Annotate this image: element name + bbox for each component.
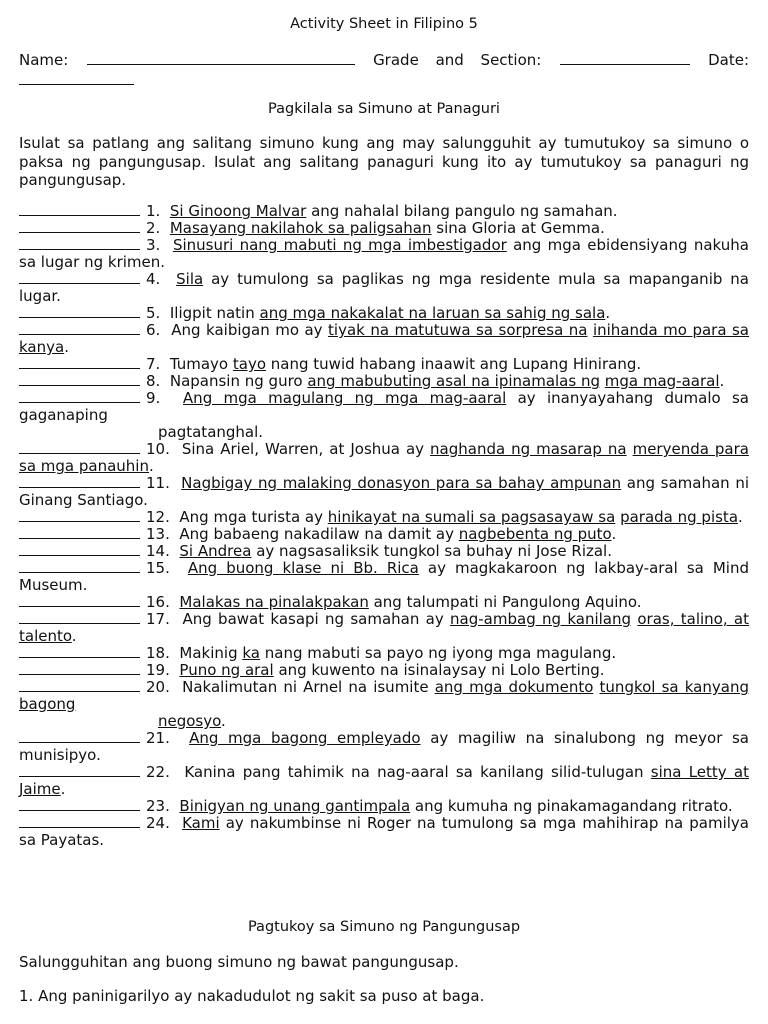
underlined-phrase: nag-ambag ng kanilang bbox=[450, 610, 632, 628]
item-number: 5. bbox=[146, 304, 170, 322]
underlined-phrase: ka bbox=[242, 644, 260, 662]
item-number: 7. bbox=[146, 355, 170, 373]
answer-blank[interactable] bbox=[19, 220, 140, 233]
item-text: ang samahan ni Ginang Santiago. bbox=[19, 474, 750, 509]
underlined-phrase: tiyak na matutuwa sa sorpresa na bbox=[328, 321, 588, 339]
item-text: Nakalimutan ni Arnel na isumite bbox=[182, 678, 435, 696]
underlined-phrase: negosyo bbox=[158, 712, 222, 730]
underlined-phrase: tungkol sa kanyang bagong bbox=[19, 678, 749, 713]
item-number: 16. bbox=[146, 593, 180, 611]
item-22 bbox=[19, 764, 749, 798]
answer-blank[interactable] bbox=[19, 764, 140, 777]
item-16 bbox=[19, 594, 749, 611]
item-text: . bbox=[605, 304, 611, 322]
item-number: 9. bbox=[146, 389, 183, 407]
date-blank[interactable] bbox=[19, 70, 134, 85]
item-text: sina Gloria at Gemma. bbox=[431, 219, 605, 237]
item-14 bbox=[19, 543, 749, 560]
answer-blank[interactable] bbox=[19, 475, 140, 488]
item-11 bbox=[19, 475, 749, 509]
item-18 bbox=[19, 645, 749, 662]
item-text: nang mabuti sa payo ng iyong mga magulang. bbox=[259, 644, 617, 662]
item-20 bbox=[19, 679, 749, 713]
underlined-phrase: Masayang nakilahok sa paligsahan bbox=[169, 219, 432, 237]
answer-blank[interactable] bbox=[19, 322, 140, 335]
item-3 bbox=[19, 237, 749, 271]
item-text: ang kuwento na isinalaysay ni Lolo Berting. bbox=[273, 661, 605, 679]
underlined-phrase: sina Letty at Jaime bbox=[19, 763, 749, 798]
underlined-phrase: Ang mga bagong empleyado bbox=[189, 729, 421, 747]
item-text: Tumayo bbox=[169, 355, 233, 373]
section2-item-1: 1. Ang paninigarilyo ay nakadudulot ng sakit sa puso at baga. bbox=[19, 987, 485, 1005]
item-number: 17. bbox=[146, 610, 183, 628]
answer-blank[interactable] bbox=[19, 526, 140, 539]
name-blank[interactable] bbox=[87, 50, 355, 65]
answer-blank[interactable] bbox=[19, 594, 140, 607]
item-15 bbox=[19, 560, 749, 594]
item-text: Napansin ng guro bbox=[169, 372, 308, 390]
underlined-phrase: Malakas na pinalakpakan bbox=[179, 593, 369, 611]
item-number: 14. bbox=[146, 542, 180, 560]
item-number: 24. bbox=[146, 814, 183, 832]
item-20-continuation bbox=[19, 713, 749, 730]
header-fields bbox=[19, 50, 749, 90]
underlined-phrase: Kami bbox=[182, 814, 220, 832]
item-number: 4. bbox=[146, 270, 177, 288]
item-number: 15. bbox=[146, 559, 188, 577]
item-text: . bbox=[221, 712, 226, 730]
item-text: ay nagsasaliksik tungkol sa buhay ni Jose Rizal. bbox=[251, 542, 612, 560]
item-text: ang kumuha ng pinakamagandang ritrato. bbox=[410, 797, 733, 815]
item-6 bbox=[19, 322, 749, 356]
item-number: 13. bbox=[146, 525, 180, 543]
item-number: 19. bbox=[146, 661, 180, 679]
item-number: 11. bbox=[146, 474, 182, 492]
item-24 bbox=[19, 815, 749, 849]
item-text: . bbox=[64, 338, 69, 356]
item-text: ay nakumbinse ni Roger na tumulong sa mga mahihirap na pamilya sa Payatas. bbox=[19, 814, 749, 849]
item-text: . bbox=[611, 525, 617, 543]
item-5 bbox=[19, 305, 749, 322]
item-text: . bbox=[738, 508, 743, 526]
item-number: 2. bbox=[146, 219, 170, 237]
underlined-phrase: ang mabubuting asal na ipinamalas ng bbox=[307, 372, 600, 390]
item-8 bbox=[19, 373, 749, 390]
answer-blank[interactable] bbox=[19, 560, 140, 573]
section2-title: Pagtukoy sa Simuno ng Pangungusap bbox=[247, 919, 521, 935]
underlined-phrase: Sila bbox=[176, 270, 204, 288]
answer-blank[interactable] bbox=[19, 679, 140, 692]
item-text: Ang babaeng nakadilaw na damit ay bbox=[179, 525, 459, 543]
item-text: ang talumpati ni Pangulong Aquino. bbox=[368, 593, 642, 611]
answer-blank[interactable] bbox=[19, 611, 140, 624]
name-label: Name: bbox=[19, 51, 69, 69]
underlined-phrase: Sinusuri nang mabuti ng mga imbestigador bbox=[172, 236, 507, 254]
underlined-phrase: Nagbigay ng malaking donasyon para sa bahay ampunan bbox=[181, 474, 622, 492]
item-number: 12. bbox=[146, 508, 180, 526]
underlined-phrase: ang mga nakakalat na laruan sa sahig ng sala bbox=[259, 304, 606, 322]
answer-blank[interactable] bbox=[19, 203, 140, 216]
item-text: Ang bawat kasapi ng samahan ay bbox=[182, 610, 451, 628]
item-text: Kanina pang tahimik na nag-aaral sa kanilang silid-tulugan bbox=[184, 763, 651, 781]
underlined-phrase: inihanda mo para sa kanya bbox=[19, 321, 750, 356]
answer-blank[interactable] bbox=[19, 305, 140, 318]
item-number: 6. bbox=[146, 321, 172, 339]
item-text: ay magiliw na sinalubong ng meyor sa munisipyo. bbox=[19, 729, 749, 764]
answer-blank[interactable] bbox=[19, 543, 140, 556]
item-9-continuation bbox=[19, 424, 749, 441]
item-12 bbox=[19, 509, 749, 526]
item-text: ang nahalal bilang pangulo ng samahan. bbox=[306, 202, 618, 220]
underlined-phrase: naghanda ng masarap na bbox=[430, 440, 627, 458]
item-text: ang mga ebidensiyang nakuha sa lugar ng krimen. bbox=[19, 236, 749, 271]
item-4 bbox=[19, 271, 749, 305]
underlined-phrase: nagbebenta ng puto bbox=[458, 525, 612, 543]
item-number: 18. bbox=[146, 644, 180, 662]
underlined-phrase: Ang mga magulang ng mga mag-aaral bbox=[182, 389, 507, 407]
answer-blank[interactable] bbox=[19, 509, 140, 522]
grade-section-blank[interactable] bbox=[560, 50, 690, 65]
item-10 bbox=[19, 441, 749, 475]
answer-blank[interactable] bbox=[19, 441, 140, 454]
grade-section-label: Grade and Section: bbox=[373, 51, 542, 69]
item-text: ay inanyayahang dumalo sa gaganaping bbox=[19, 389, 749, 424]
item-1 bbox=[19, 203, 749, 220]
item-2 bbox=[19, 220, 749, 237]
answer-blank[interactable] bbox=[19, 730, 140, 743]
underlined-phrase: hinikayat na sumali sa pagsasayaw sa bbox=[327, 508, 616, 526]
item-text: Makinig bbox=[179, 644, 243, 662]
underlined-phrase: mga mag-aaral bbox=[604, 372, 720, 390]
underlined-phrase: Si Ginoong Malvar bbox=[169, 202, 307, 220]
item-text: . bbox=[71, 627, 77, 645]
item-number: 23. bbox=[146, 797, 180, 815]
items-list bbox=[19, 203, 749, 849]
section2-instructions: Salungguhitan ang buong simuno ng bawat pangungusap. bbox=[19, 953, 459, 971]
item-text: nang tuwid habang inaawit ang Lupang Hinirang. bbox=[266, 355, 642, 373]
page-title: Activity Sheet in Filipino 5 bbox=[290, 16, 478, 32]
date-label: Date: bbox=[708, 51, 749, 69]
answer-blank[interactable] bbox=[19, 815, 140, 828]
item-number: 3. bbox=[146, 236, 173, 254]
item-7 bbox=[19, 356, 749, 373]
item-number: 20. bbox=[146, 678, 183, 696]
underlined-phrase: oras, talino, at talento bbox=[19, 610, 749, 645]
answer-blank[interactable] bbox=[19, 390, 140, 403]
item-number: 10. bbox=[146, 440, 182, 458]
underlined-phrase: Binigyan ng unang gantimpala bbox=[179, 797, 411, 815]
item-text: ay magkakaroon ng lakbay-aral sa Mind Museum. bbox=[19, 559, 749, 594]
item-text: Ang kaibigan mo ay bbox=[171, 321, 329, 339]
underlined-phrase: meryenda para sa mga panauhin bbox=[19, 440, 749, 475]
item-17 bbox=[19, 611, 749, 645]
underlined-phrase: Si Andrea bbox=[179, 542, 252, 560]
answer-blank[interactable] bbox=[19, 356, 140, 369]
item-text: ay tumulong sa paglikas ng mga residente mula sa mapanganib na lugar. bbox=[19, 270, 749, 305]
item-number: 21. bbox=[146, 729, 190, 747]
item-text: pagtatanghal. bbox=[158, 423, 264, 441]
answer-blank[interactable] bbox=[19, 373, 140, 386]
item-text: . bbox=[719, 372, 725, 390]
item-text: Ang mga turista ay bbox=[179, 508, 328, 526]
answer-blank[interactable] bbox=[19, 271, 140, 284]
section1-instructions: Isulat sa patlang ang salitang simuno kung ang may salungguhit ay tumutukoy sa simuno o paksa ng pangungusap. Isulat ang salitang panaguri kung ito ay tumutukoy sa panaguri ng pangungusap. bbox=[19, 134, 749, 189]
underlined-phrase: ang mga dokumento bbox=[434, 678, 594, 696]
answer-blank[interactable] bbox=[19, 798, 140, 811]
underlined-phrase: parada ng pista bbox=[620, 508, 739, 526]
item-19 bbox=[19, 662, 749, 679]
item-text: Iligpit natin bbox=[169, 304, 260, 322]
answer-blank[interactable] bbox=[19, 662, 140, 675]
item-23 bbox=[19, 798, 749, 815]
answer-blank[interactable] bbox=[19, 645, 140, 658]
item-number: 1. bbox=[146, 202, 170, 220]
underlined-phrase: Ang buong klase ni Bb. Rica bbox=[187, 559, 419, 577]
item-text: . bbox=[148, 457, 154, 475]
underlined-phrase: tayo bbox=[232, 355, 267, 373]
item-13 bbox=[19, 526, 749, 543]
section1-title: Pagkilala sa Simuno at Panaguri bbox=[268, 101, 500, 117]
item-number: 8. bbox=[146, 372, 170, 390]
item-9 bbox=[19, 390, 749, 424]
item-21 bbox=[19, 730, 749, 764]
underlined-phrase: Puno ng aral bbox=[179, 661, 274, 679]
item-text: Sina Ariel, Warren, at Joshua ay bbox=[181, 440, 431, 458]
item-number: 22. bbox=[146, 763, 185, 781]
item-text: . bbox=[60, 780, 66, 798]
answer-blank[interactable] bbox=[19, 237, 140, 250]
